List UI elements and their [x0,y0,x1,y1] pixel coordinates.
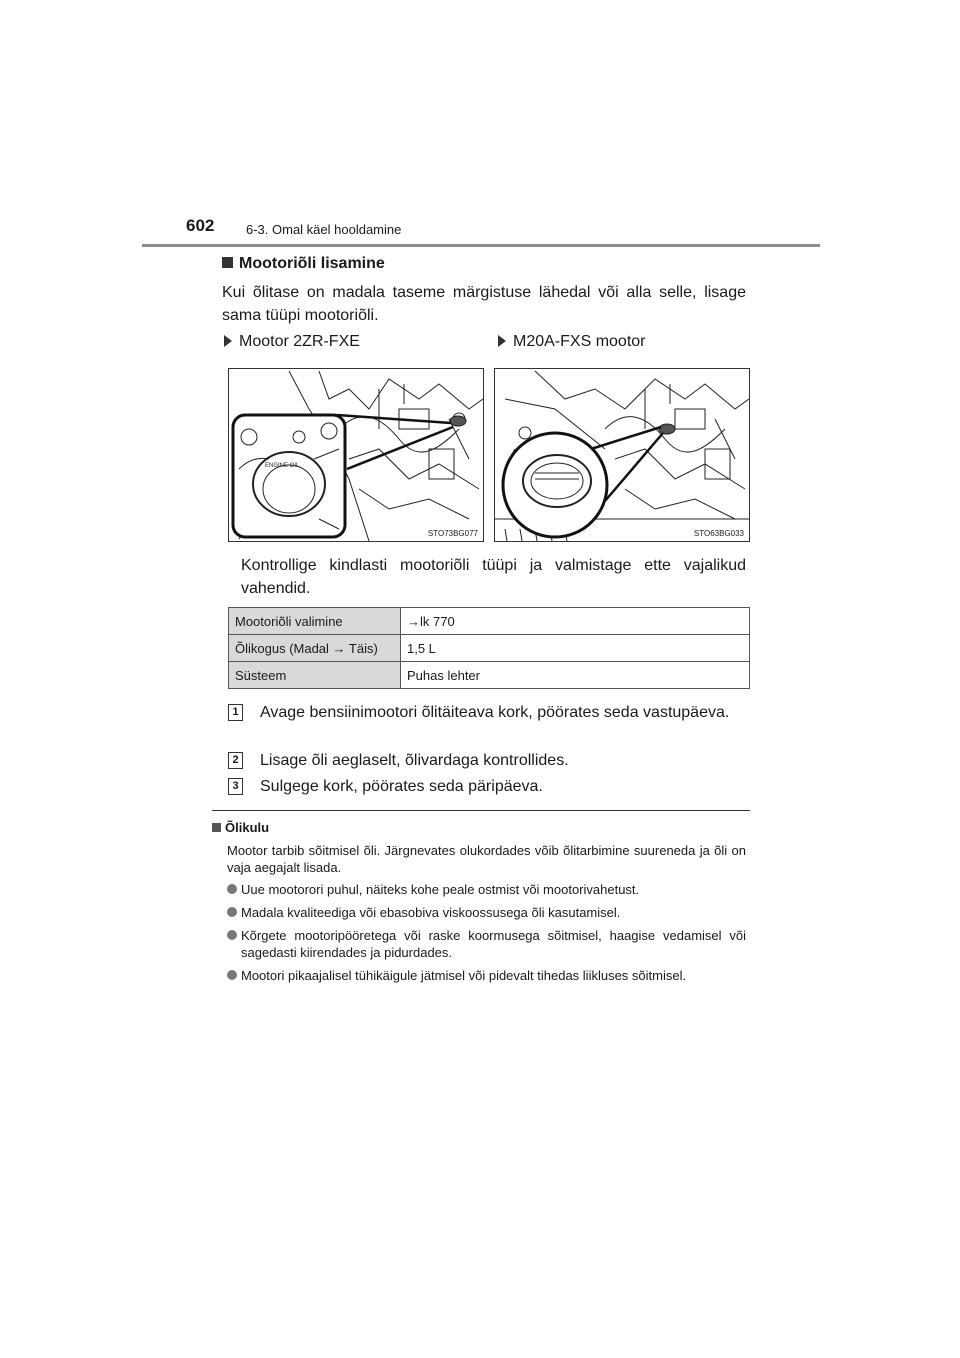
image-code: STO73BG077 [427,529,478,538]
step-text: Avage bensiinimootori õlitäiteava kork, pöörates seda vastupäeva. [260,704,730,721]
cap-label: ENGINE OIL [265,463,300,469]
circle-bullet-icon [227,907,237,917]
triangle-bullet-icon [224,335,232,347]
page-number: 602 [186,216,215,235]
step-number: 2 [228,752,243,769]
engine-label-right: M20A-FXS mootor [498,333,645,351]
section-divider [212,810,750,811]
table-value: Puhas lehter [401,662,750,689]
table-value: 1,5 L [401,635,750,662]
image-code: STO63BG033 [693,529,744,538]
circle-bullet-icon [227,970,237,980]
table-key: Mootoriõli valimine [229,608,401,635]
info-intro: Mootor tarbib sõitmisel õli. Järgnevates olukordades võib õlitarbimine suureneda ja õli on vaja aegajalt lisada. [227,843,746,875]
table-row [229,635,750,662]
engine-label-left: Mootor 2ZR-FXE [224,333,360,351]
header-divider [142,244,820,247]
oil-spec-table [228,607,750,689]
engine-drawing-left [229,369,484,542]
check-note: Kontrollige kindlasti mootoriõli tüüpi ja valmistage ette vajalikud vahendid. [241,557,746,597]
table-key: Õlikogus (Madal → Täis) [229,635,401,662]
heading-text: Mootoriõli lisamine [239,255,385,272]
square-bullet-icon [212,823,221,832]
info-heading: Õlikulu [212,820,269,835]
section-heading [222,255,385,273]
step-number: 1 [228,704,243,721]
step-text: Sulgege kork, pöörates seda päripäeva. [260,778,543,795]
table-row [229,608,750,635]
triangle-bullet-icon [498,335,506,347]
table-value: →lk 770 [401,608,750,635]
section-title: 6-3. Omal käel hooldamine [246,222,402,237]
table-key: Süsteem [229,662,401,689]
engine-drawing-right [495,369,750,542]
circle-bullet-icon [227,884,237,894]
engine-illustration-right [494,368,750,542]
step-number: 3 [228,778,243,795]
step-text: Lisage õli aeglaselt, õlivardaga kontrollides. [260,752,569,769]
intro-paragraph: Kui õlitase on madala taseme märgistuse lähedal või alla selle, lisage sama tüüpi mootoriõli. [222,284,746,324]
square-bullet-icon [222,257,233,268]
circle-bullet-icon [227,930,237,940]
engine-illustration-left [228,368,484,542]
table-row [229,662,750,689]
